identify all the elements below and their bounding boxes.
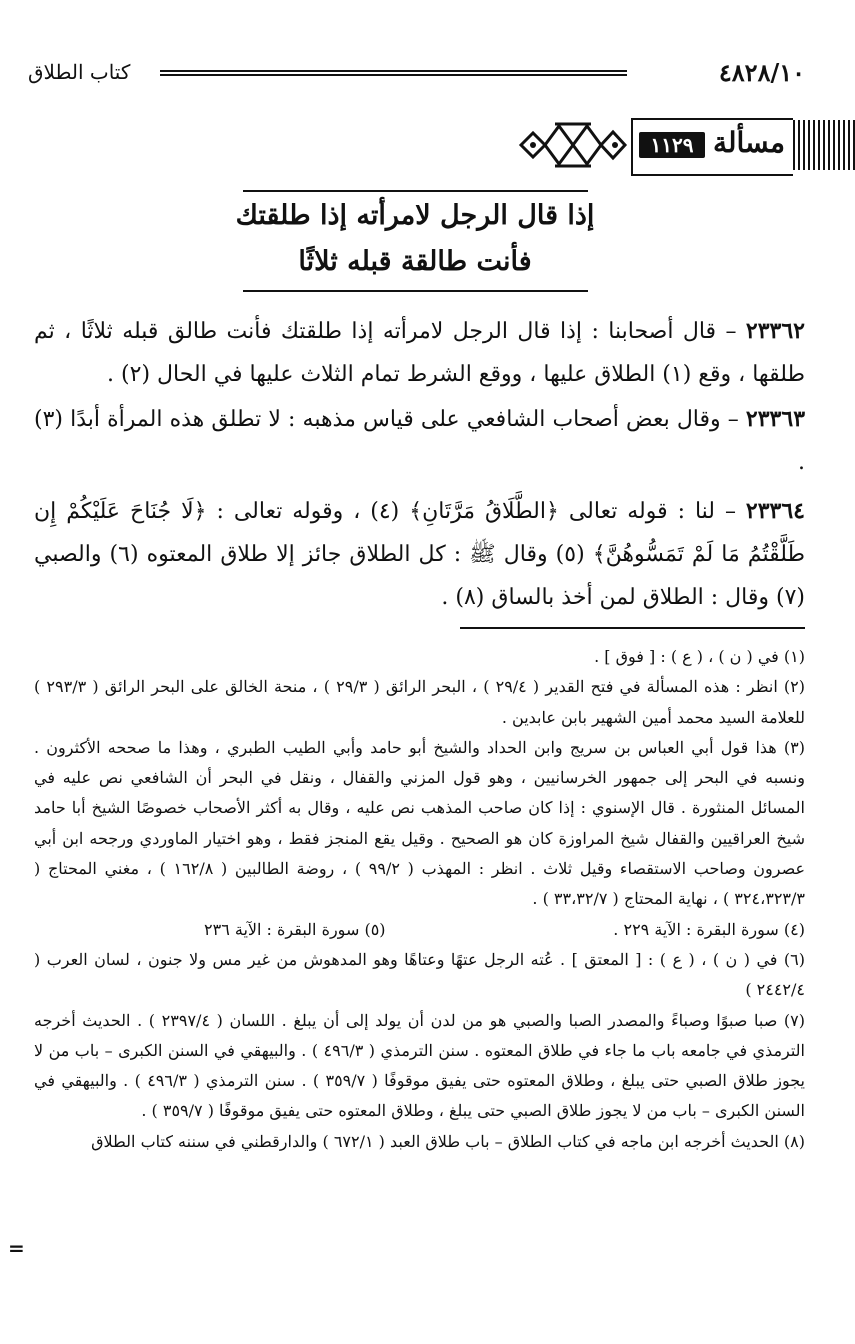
footnote-3: (٣) هذا قول أبي العباس بن سريج وابن الحداد والشيخ أبو حامد وأبي الطيب الطبري ، وهذا ما صححه الأكثرون . ونسبه في البحر إلى جمهور الخرسانيين ، وهو قول المزني والقفال ، ونقل في البحر أن الشافعي نص عليه في المسائل المنثورة . قال الإسنوي : إذا كان صاحب المذهب نص عليه ، وقال به أكثر الأصحاب خصوصًا الشيخ أبا حامد شيخ العراقيين والقفال شيخ المراوزة كان هو الصحيح . وقيل يقع المنجز فقط ، وهو اختيار الماوردي ورجحه ابن أبي عصرون وصاحب الاستقصاء وقيل ثلاث . انظر : المهذب ( ٩٩/٢ ) ، روضة الطالبين ( ١٦٢/٨ ) ، مغني المحتاج ( ٣٢٤،٣٢٣/٣ ) ، نهاية المحتاج ( ٣٣،٣٢/٧ ) . [34,737,806,909]
title-top-rule [243,190,588,192]
paragraph-23364 [34,490,805,619]
footnotes [34,642,805,1157]
page-number: ٤٨٢٨/١٠ [718,58,805,87]
paragraph-text: – وقال بعض أصحاب الشافعي على قياس مذهبه : لا تطلق هذه المرأة أبدًا (٣) . [34,407,805,475]
title-bottom-rule [243,290,588,292]
section-title-line-1: إذا قال الرجل لامرأته إذا طلقتك [235,200,595,231]
footnote-6: (٦) في ( ن ) ، ( ع ) : [ المعتق ] . عُته الرجل عتهًا وعتاهًا وهو المدهوش من غير مس ولا جنون ، لسان العرب ( ٢٤٤٢/٤ ) [34,949,805,1000]
footnote-7: (٧) صبا صبوًا وصباءً والمصدر الصبا والصبي هو من لدن أن يولد إلى أن يبلغ . اللسان ( ٢٣٩٧/٤ ) . الحديث أخرجه الترمذي في جامعه باب ما جاء في طلاق المعتوه . سنن الترمذي ( ٤٩٦/٣ ) . والبيهقي في السنن الكبرى – باب من لا يجوز طلاق الصبي حتى يبلغ ، وطلاق المعتوه حتى يفيق موقوفًا ( ٣٥٩/٧ ) . سنن الترمذي ( ٤٩٦/٣ ) . والبيهقي في السنن الكبرى – باب من لا يجوز طلاق الصبي حتى يبلغ ، وطلاق المعتوه حتى يفيق موقوفًا ( ٣٥٩/٧ ) . [34,1010,806,1121]
footnote-row-4-5 [34,915,805,945]
footnote-8: (٨) الحديث أخرجه ابن ماجه في كتاب الطلاق – باب طلاق العبد ( ٦٧٢/١ ) والدارقطني في سننه كتاب الطلاق [91,1131,805,1151]
paragraph-number: ٢٣٣٦٣ [745,406,806,432]
paragraph-23363 [34,398,805,484]
header-rule [160,70,627,76]
section-title-line-2: فأنت طالقة قبله ثلاثًا [298,246,532,277]
masala-banner [515,118,855,172]
footnote-separator [460,627,805,629]
masala-label: مسألة [712,126,785,159]
paragraph-text: – قال أصحابنا : إذا قال الرجل لامرأته إذا طلقتك فأنت طالق قبله ثلاثًا ، ثم طلقها ، وقع (١) الطلاق عليها ، ووقع الشرط تمام الثلاث عليها في الحال (٢) . [34,319,805,387]
footnote-continuation-mark: = [8,1236,25,1260]
book-name: كتاب الطلاق [28,60,131,84]
footnote-5: (٥) سورة البقرة : الآية ٢٣٦ [204,919,386,939]
paragraph-number: ٢٣٣٦٤ [745,498,805,524]
paragraph-text: – لنا : قوله تعالى ﴿الطَّلَاقُ مَرَّتَانِ﴾ (٤) ، وقوله تعالى : ﴿لَا جُنَاحَ عَلَيْكُمْ إِن طَلَّقْتُمُ مَا لَمْ تَمَسُّوهُنَّ﴾ (٥) وقال ﷺ : كل الطلاق جائز إلا طلاق المعتوه (٦) والصبي (٧) وقال : الطلاق لمن أخذ بالساق (٨) . [34,499,806,610]
banner-arabesque-ornament [515,118,635,172]
paragraph-number: ٢٣٣٦٢ [745,318,805,344]
masala-number: ١١٢٩ [639,132,705,158]
footnote-4: (٤) سورة البقرة : الآية ٢٢٩ . [613,919,805,939]
footnote-2: (٢) انظر : هذه المسألة في فتح القدير ( ٢٩/٤ ) ، البحر الرائق ( ٢٩/٣ ) ، منحة الخالق على البحر الرائق ( ٢٩٣/٣ ) للعلامة السيد محمد أمين الشهير بابن عابدين . [34,677,806,727]
paragraph-23362 [34,310,805,396]
banner-hatch-ornament [793,120,855,170]
running-header [28,58,805,88]
footnote-1: (١) في ( ن ) ، ( ع ) : [ فوق ] . [594,647,805,666]
